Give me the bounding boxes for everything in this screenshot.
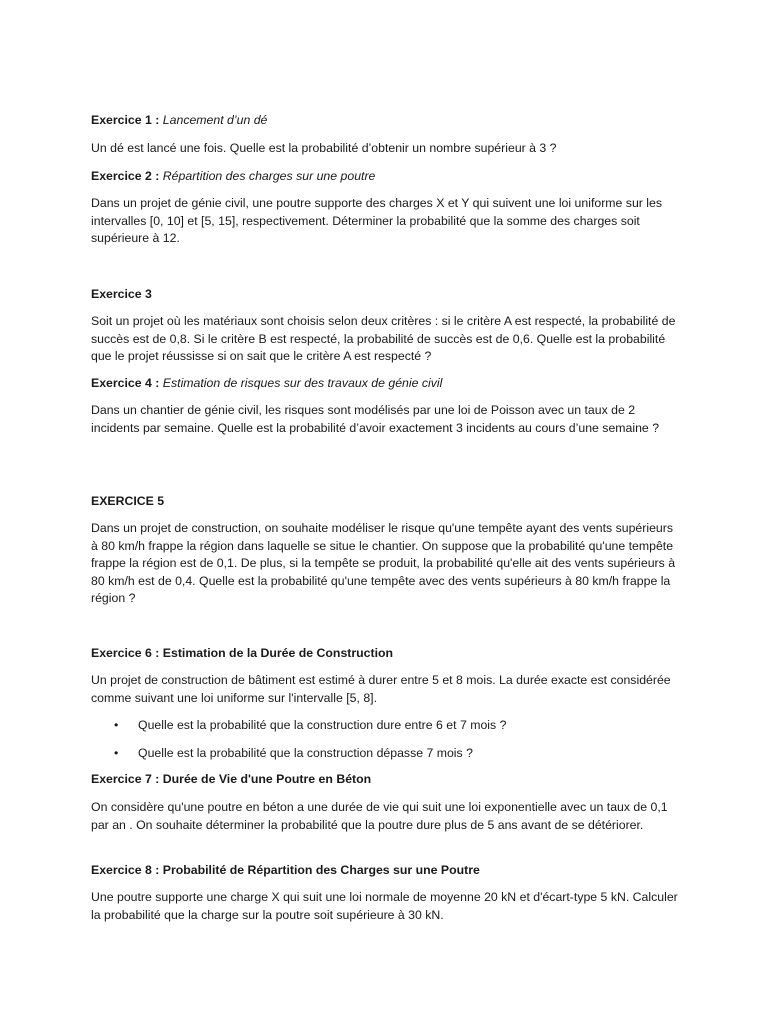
exercise-8-heading: Exercice 8 : Probabilité de Répartition des Charges sur une Poutre xyxy=(91,863,480,877)
list-item-text: Quelle est la probabilité que la construction dépasse 7 mois ? xyxy=(138,745,473,760)
exercise-6-heading: Exercice 6 : Estimation de la Durée de Construction xyxy=(91,646,394,660)
exercise-4-text: Dans un chantier de génie civil, les risques sont modélisés par une loi de Poisson avec un taux de 2 incidents par semaine. Quelle est la probabilité d’avoir exactement 3 incidents au cours d’une semaine ? xyxy=(91,403,660,435)
exercise-7-text: On considère qu'une poutre en béton a une durée de vie qui suit une loi exponentielle avec un taux de 0,1 par an . On souhaite déterminer la probabilité que la poutre dure plus de 5 ans avant de se détériorer. xyxy=(91,800,668,832)
exercise-1-text: Un dé est lancé une fois. Quelle est la probabilité d’obtenir un nombre supérieur à 3 ? xyxy=(91,141,557,155)
exercise-3-heading: Exercice 3 xyxy=(91,287,152,301)
exercise-3-text: Soit un projet où les matériaux sont choisis selon deux critères : si le critère A est respecté, la probabilité de succès est de 0,8. Si le critère B est respecté, la probabilité de succès est de 0,6. Quelle est la probabilité que le projet réussisse si on sait que le critère A est respecté ? xyxy=(91,314,676,363)
list-item-text: Quelle est la probabilité que la construction dure entre 6 et 7 mois ? xyxy=(138,718,507,732)
exercise-4-heading xyxy=(91,375,683,393)
exercise-6-question-list xyxy=(91,717,683,762)
bullet-icon: • xyxy=(114,718,119,732)
list-item xyxy=(91,717,683,735)
exercise-1-separator: : xyxy=(151,113,163,127)
exercise-1-title: Exercice 1 xyxy=(91,113,152,127)
exercise-8-text: Une poutre supporte une charge X qui suit une loi normale de moyenne 20 kN et d'écart-type 5 kN. Calculer la probabilité que la charge sur la poutre soit supérieure à 30 kN. xyxy=(91,890,678,922)
exercise-2-subtitle: Répartition des charges sur une poutre xyxy=(162,169,376,183)
exercise-2-separator: : xyxy=(151,169,163,183)
bullet-icon: • xyxy=(114,745,119,760)
exercise-2-title: Exercice 2 xyxy=(91,169,152,183)
exercise-4-subtitle: Estimation de risques sur des travaux de génie civil xyxy=(162,376,443,390)
exercise-6-text: Un projet de construction de bâtiment est estimé à durer entre 5 et 8 mois. La durée exacte est considérée comme suivant une loi uniforme sur l'intervalle [5, 8]. xyxy=(91,673,671,705)
exercise-4-title: Exercice 4 xyxy=(91,376,152,390)
exercise-5-heading: EXERCICE 5 xyxy=(91,494,165,508)
exercise-5-text: Dans un projet de construction, on souhaite modéliser le risque qu'une tempête ayant des vents supérieurs à 80 km/h frappe la région dans laquelle se situe le chantier. On suppose que la probabilité qu'une tempête frappe la région est de 0,1. De plus, si la tempête se produit, la probabilité qu'elle ait des vents supérieurs à 80 km/h est de 0,4. Quelle est la probabilité qu'une tempête avec des vents supérieurs à 80 km/h frappe la région ? xyxy=(91,521,676,605)
exercise-1-subtitle: Lancement d’un dé xyxy=(162,113,268,127)
exercise-4-separator: : xyxy=(151,376,163,390)
exercise-7-heading: Exercice 7 : Durée de Vie d'une Poutre en Béton xyxy=(91,772,372,786)
exercise-2-heading xyxy=(91,168,683,186)
exercise-2-text: Dans un projet de génie civil, une poutre supporte des charges X et Y qui suivent une loi uniforme sur les intervalles [0, 10] et [5, 15], respectivement. Déterminer la probabilité que la somme des charges soit supérieure à 12. xyxy=(91,196,663,245)
exercise-1-heading xyxy=(91,112,683,130)
list-item xyxy=(91,745,683,763)
